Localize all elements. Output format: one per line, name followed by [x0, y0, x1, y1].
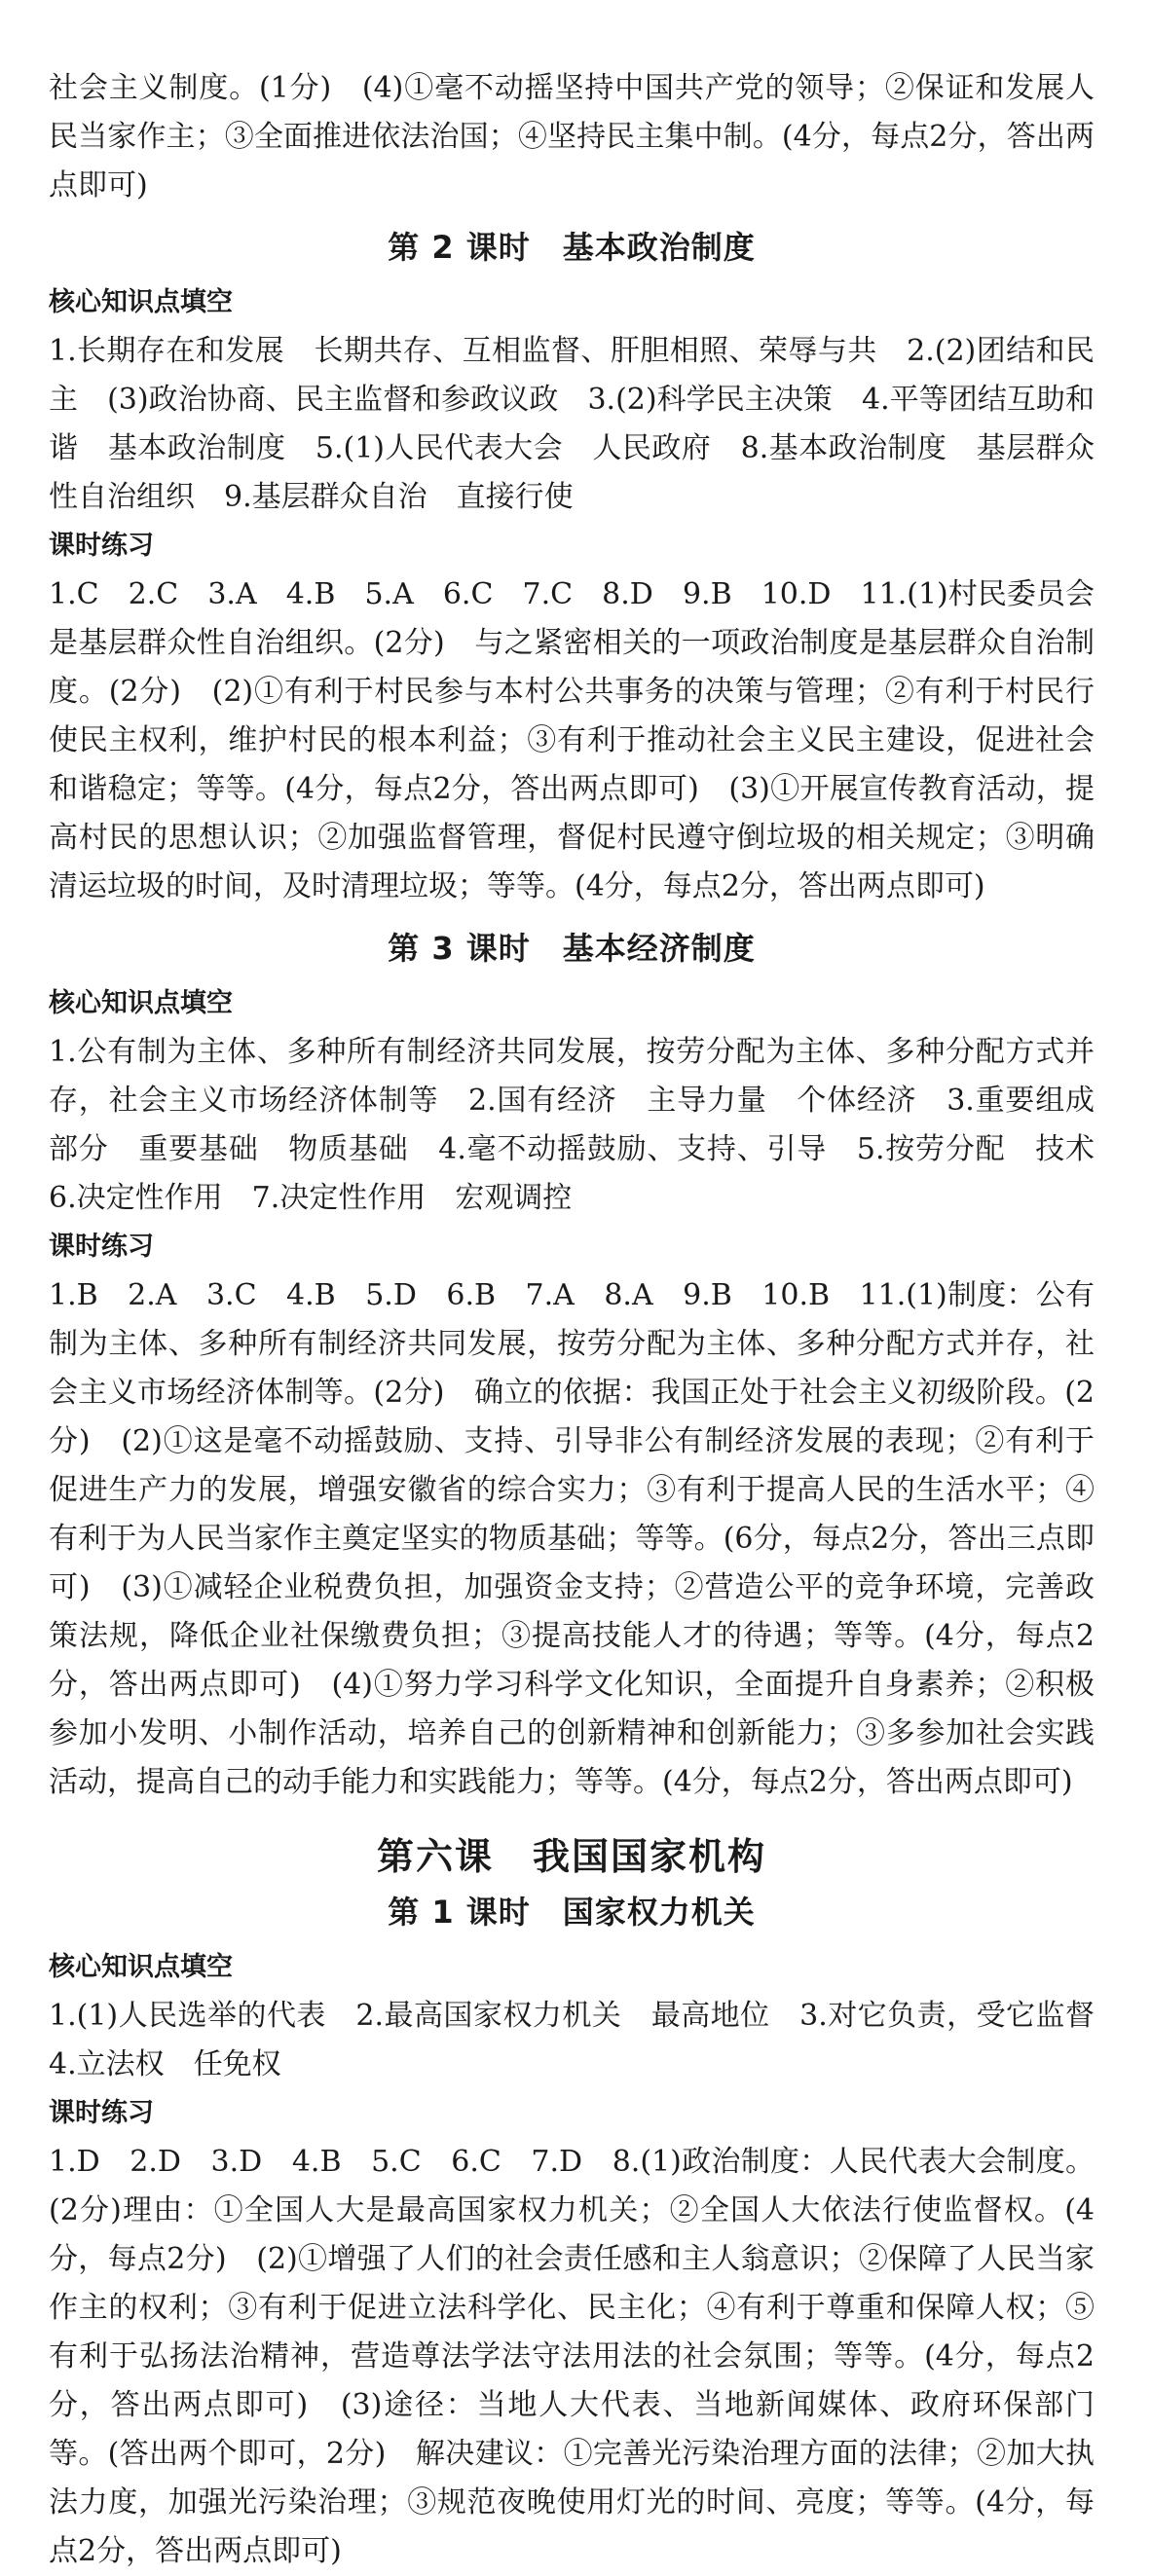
lesson-2-core-text: 1.长期存在和发展 长期共存、互相监督、肝胆相照、荣辱与共 2.(2)团结和民主 (3)政治协商、民主监督和参政议政 3.(2)科学民主决策 4.平等团结互助和谐 基本政治制度 5.(1)人民代表大会 人民政府 8.基本政治制度 基层群众性自治组织 9.基层群众自治 直接行使: [49, 334, 1095, 514]
lesson-2-practice-text: 1.C 2.C 3.A 4.B 5.A 6.C 7.C 8.D 9.B 10.D 11.(1)村民委员会是基层群众性自治组织。(2分) 与之紧密相关的一项政治制度是基层群众自治制度。(2分) (2)①有利于村民参与本村公共事务的决策与管理；②有利于村民行使民主权利，维护村民的根本利益；③有利于推动社会主义民主建设，促进社会和谐稳定；等等。(4分，每点2分，答出两点即可) (3)①开展宣传教育活动，提高村民的思想认识；②加强监督管理，督促村民遵守倒垃圾的相关规定；③明确清运垃圾的时间，及时清理垃圾；等等。(4分，每点2分，答出两点即可): [49, 577, 1095, 903]
lesson-2-core-heading: 核心知识点填空: [49, 287, 233, 317]
unit-6-lesson-1-core-heading: 核心知识点填空: [49, 1952, 233, 1982]
intro-answer-text: 社会主义制度。(1分) (4)①毫不动摇坚持中国共产党的领导；②保证和发展人民当家作主；③全面推进依法治国；④坚持民主集中制。(4分，每点2分，答出两点即可): [49, 71, 1095, 202]
lesson-2-title: 第 2 课时 基本政治制度: [388, 229, 756, 266]
unit-6-lesson-1-title: 第 1 课时 国家权力机关: [388, 1894, 756, 1931]
unit-6-lesson-1-practice-text: 1.D 2.D 3.D 4.B 5.C 6.C 7.D 8.(1)政治制度：人民代表大会制度。(2分)理由：①全国人大是最高国家权力机关；②全国人大依法行使监督权。(4分，每点2分) (2)①增强了人们的社会责任感和主人翁意识；②保障了人民当家作主的权利；③有利于促进立法科学化、民主化；④有利于尊重和保障人权；⑤有利于弘扬法治精神，营造尊法学法守法用法的社会氛围；等等。(4分，每点2分，答出两点即可) (3)途径：当地人大代表、当地新闻媒体、政府环保部门等。(答出两个即可，2分) 解决建议：①完善光污染治理方面的法律；②加大执法力度，加强光污染治理；③规范夜晚使用灯光的时间、亮度；等等。(4分，每点2分，答出两点即可): [49, 2145, 1095, 2568]
lesson-3-core-heading: 核心知识点填空: [49, 988, 233, 1018]
unit-6-title: 第六课 我国国家机构: [376, 1835, 766, 1878]
lesson-3-practice-heading: 课时练习: [49, 1232, 154, 1262]
unit-6-lesson-1-core-text: 1.(1)人民选举的代表 2.最高国家权力机关 最高地位 3.对它负责，受它监督 4.立法权 任免权: [49, 1999, 1124, 2081]
lesson-3-core-text: 1.公有制为主体、多种所有制经济共同发展，按劳分配为主体、多种分配方式并存，社会主义市场经济体制等 2.国有经济 主导力量 个体经济 3.重要组成部分 重要基础 物质基础 4.毫不动摇鼓励、支持、引导 5.按劳分配 技术 6.决定性作用 7.决定性作用 宏观调控: [49, 1035, 1124, 1215]
unit-6-lesson-1-practice-heading: 课时练习: [49, 2098, 154, 2128]
lesson-3-practice-text: 1.B 2.A 3.C 4.B 5.D 6.B 7.A 8.A 9.B 10.B 11.(1)制度：公有制为主体、多种所有制经济共同发展，按劳分配为主体、多种分配方式并存，社会主义市场经济体制等。(2分) 确立的依据：我国正处于社会主义初级阶段。(2分) (2)①这是毫不动摇鼓励、支持、引导非公有制经济发展的表现；②有利于促进生产力的发展，增强安徽省的综合实力；③有利于提高人民的生活水平；④有利于为人民当家作主奠定坚实的物质基础；等等。(6分，每点2分，答出三点即可) (3)①减轻企业税费负担，加强资金支持；②营造公平的竞争环境，完善政策法规，降低企业社保缴费负担；③提高技能人才的待遇；等等。(4分，每点2分，答出两点即可) (4)①努力学习科学文化知识，全面提升自身素养；②积极参加小发明、小制作活动，培养自己的创新精神和创新能力；③多参加社会实践活动，提高自己的动手能力和实践能力；等等。(4分，每点2分，答出两点即可): [49, 1278, 1095, 1799]
lesson-3-title: 第 3 课时 基本经济制度: [388, 930, 756, 967]
lesson-2-practice-heading: 课时练习: [49, 531, 154, 561]
